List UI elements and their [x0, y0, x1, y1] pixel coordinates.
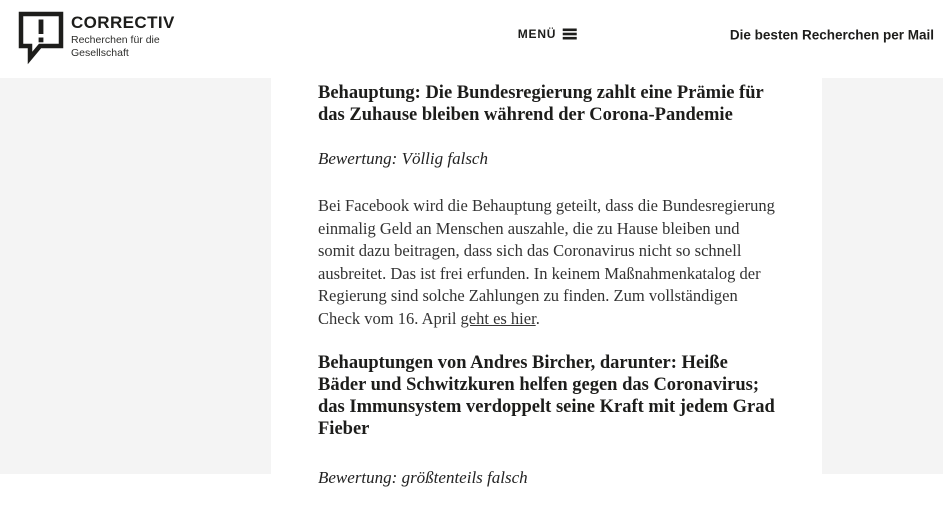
claim1-heading: Behauptung: Die Bundesregierung zahlt eine Prämie für das Zuhause bleiben während der Corona-Pandemie: [318, 83, 764, 125]
logo-brand: CORRECTIV: [71, 13, 175, 32]
page-background: [0, 78, 943, 487]
menu-button[interactable]: [518, 27, 577, 41]
speech-bubble-exclamation-icon: [18, 11, 64, 61]
newsletter-link[interactable]: Die besten Recherchen per Mail: [729, 27, 934, 43]
claim1-summary-text: Bei Facebook wird die Behauptung geteilt, dass die Bundesregierung einmalig Geld an Menschen auszahle, die zu Hause bleiben und somit dazu beitragen, dass sich das Coronavirus nicht so schnell ausbreitet. Das ist frei erfunden. In keinem Maßnahmenkatalog der Regierung sind solche Zahlungen zu finden. Zum vollständigen Check vom 16. April: [318, 196, 775, 328]
logo-text: [71, 11, 175, 60]
article-column: [271, 78, 822, 519]
hamburger-menu-icon: [562, 28, 576, 40]
site-header: [0, 0, 943, 74]
menu-label: MENÜ: [517, 27, 557, 41]
claim1-rating: Bewertung: Völlig falsch: [318, 149, 488, 168]
logo-tagline-line1: Recherchen für die: [71, 34, 160, 46]
logo-tagline-line2: Gesellschaft: [71, 47, 129, 59]
correctiv-logo[interactable]: [18, 11, 175, 61]
claim1-summary-text-end: .: [535, 308, 540, 328]
full-check-link[interactable]: geht es hier: [460, 308, 536, 328]
logo-tagline: [71, 34, 175, 60]
claim2-heading: Behauptungen von Andres Bircher, darunter: Heiße Bäder und Schwitzkuren helfen gegen das Coronavirus; das Immunsystem verdoppelt seine Kraft mit jedem Grad Fieber: [318, 353, 775, 439]
claim1-summary: [318, 195, 775, 330]
claim2-rating: Bewertung: größtenteils falsch: [318, 468, 528, 487]
